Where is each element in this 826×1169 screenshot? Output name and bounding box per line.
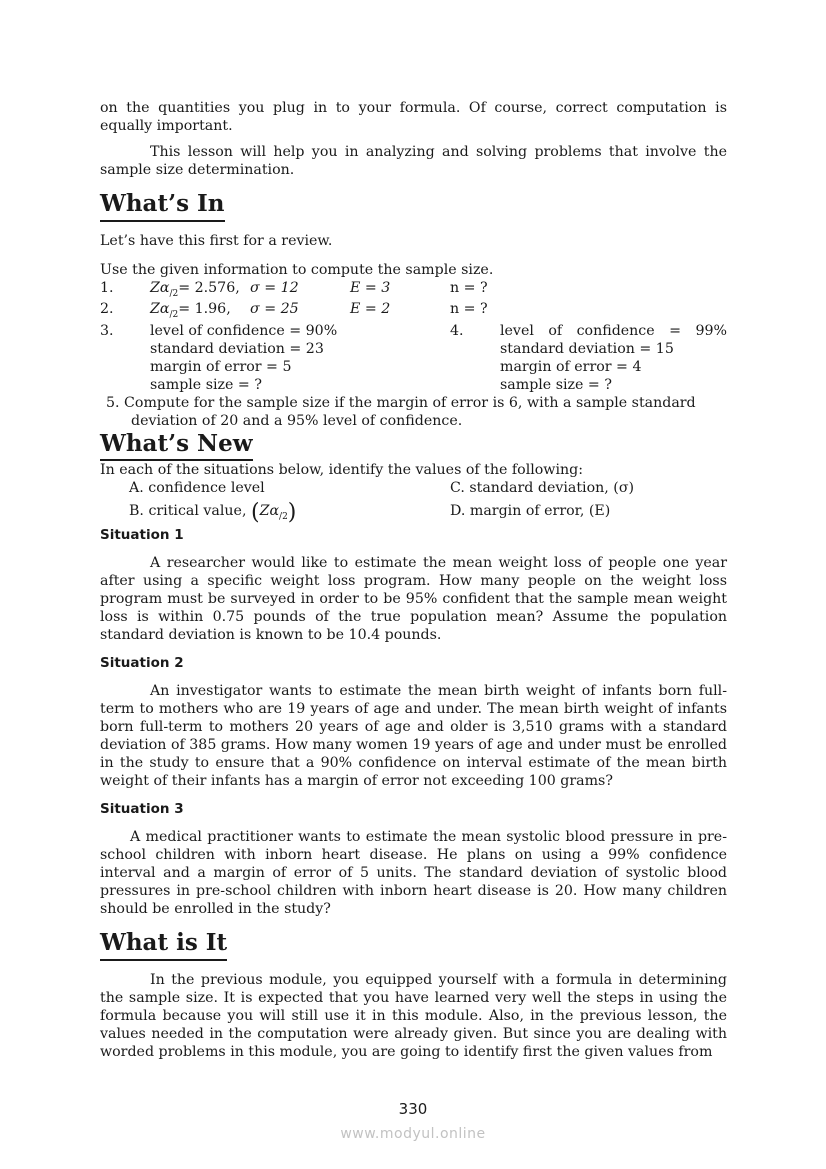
- situation-1-title: Situation 1: [100, 527, 184, 543]
- detail-line: margin of error = 5: [150, 359, 292, 375]
- sigma-given: σ = 25: [250, 301, 299, 317]
- value-d: D. margin of error, (E): [450, 503, 611, 519]
- exercise-5-line-2: deviation of 20 and a 95% level of confidence.: [131, 413, 463, 429]
- error-given: E = 3: [350, 280, 391, 296]
- exercise-4-details: [500, 322, 727, 394]
- exercise-row-1: [100, 279, 727, 297]
- exercise-rows-3-4: [100, 322, 727, 394]
- exercise-number: 4.: [450, 323, 464, 339]
- whats-new-instruction: In each of the situations below, identify the values of the following:: [100, 462, 583, 478]
- values-row-1: [100, 479, 727, 497]
- page-content: [100, 99, 727, 1061]
- values-row-2: [100, 497, 727, 525]
- watermark: www.modyul.online: [340, 1126, 486, 1142]
- instruction-text: Use the given information to compute the sample size.: [100, 262, 494, 278]
- what-is-it-text: In the previous module, you equipped yourself with a formula in determining the sample size. It is expected that you have learned very well the steps in using the formula because you will still use it in this module. Also, in the previous lesson, the values needed in the computation were already given. But since you are dealing with worded problems in this module, you are going to identify first the given values from: [100, 972, 727, 1060]
- page-number: 330: [398, 1100, 428, 1118]
- review-text: Let’s have this first for a review.: [100, 233, 333, 249]
- exercise-number: 2.: [100, 301, 114, 317]
- situation-2-title: Situation 2: [100, 655, 184, 671]
- whats-new-heading: What’s New: [100, 431, 253, 461]
- value-b: B. critical value, $(Z\alpha_{/2})$: [129, 500, 297, 525]
- detail-line: sample size = ?: [500, 377, 612, 393]
- intro-paragraph-1: on the quantities you plug in to your formula. Of course, correct computation is equally important.: [100, 100, 727, 134]
- exercise-row-2: [100, 300, 727, 318]
- detail-line: margin of error = 4: [500, 359, 642, 375]
- n-unknown: n = ?: [450, 280, 488, 296]
- situation-3-title: Situation 3: [100, 801, 184, 817]
- error-given: E = 2: [350, 301, 391, 317]
- exercise-number: 1.: [100, 280, 114, 296]
- exercise-3-details: [150, 322, 337, 394]
- detail-line: standard deviation = 23: [150, 341, 324, 357]
- exercise-5-line-1: 5. Compute for the sample size if the margin of error is 6, with a sample standard: [106, 395, 696, 411]
- value-c: C. standard deviation, (σ): [450, 480, 635, 496]
- situation-2-text: An investigator wants to estimate the mean birth weight of infants born full-term to mothers who are 19 years of age and under. The mean birth weight of infants born full-term to mothers 20 years of age and older is 3,510 grams with a standard deviation of 385 grams. How many women 19 years of age and under must be enrolled in the study to ensure that a 90% confidence on interval estimate of the mean birth weight of their infants has a margin of error not exceeding 100 grams?: [100, 683, 727, 789]
- situation-1-text: A researcher would like to estimate the mean weight loss of people one year after using a specific weight loss program. How many people on the weight loss program must be surveyed in order to be 95% confident that the sample mean weight loss is within 0.75 pounds of the true population mean? Assume the population standard deviation is known to be 10.4 pounds.: [100, 555, 727, 643]
- critical-value-given: $Z\alpha_{/2}= 1.96$,: [150, 301, 231, 320]
- detail-line: sample size = ?: [150, 377, 262, 393]
- detail-line: standard deviation = 15: [500, 341, 674, 357]
- value-a: A. confidence level: [129, 480, 265, 496]
- what-is-it-heading: What is It: [100, 930, 227, 961]
- exercise-number: 3.: [100, 323, 114, 339]
- intro-paragraph-2: This lesson will help you in analyzing and solving problems that involve the sample size determination.: [100, 144, 727, 178]
- situation-3-text: A medical practitioner wants to estimate the mean systolic blood pressure in pre-school children with inborn heart disease. He plans on using a 99% confidence interval and a margin of error of 5 units. The standard deviation of systolic blood pressures in pre-school children with inborn heart disease is 20. How many children should be enrolled in the study?: [100, 829, 727, 917]
- n-unknown: n = ?: [450, 301, 488, 317]
- sigma-given: σ = 12: [250, 280, 299, 296]
- critical-value-given: $Z\alpha_{/2}= 2.576$,: [150, 280, 240, 299]
- detail-line: level of confidence = 99%: [500, 323, 727, 339]
- detail-line: level of confidence = 90%: [150, 323, 338, 339]
- whats-in-heading: What’s In: [100, 191, 225, 222]
